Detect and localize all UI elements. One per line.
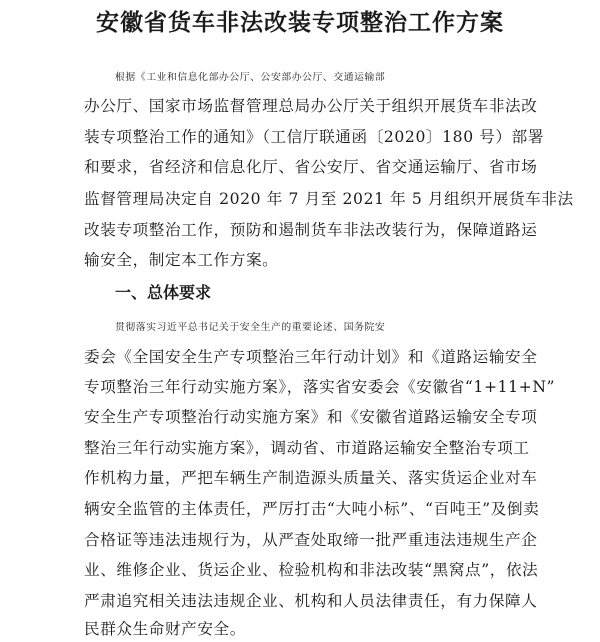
- body-line: 严肃追究相关违法违规企业、机构和人员法律责任，有力保障人: [84, 592, 538, 610]
- body-line: 辆安全监管的主体责任，严厉打击“大吨小标”、“百吨王”及倒卖: [84, 500, 540, 518]
- body-line: 民群众生命财产安全。: [84, 620, 246, 638]
- body-line: 整治三年行动实施方案》，调动省、市道路运输安全整治专项工: [84, 439, 530, 457]
- document-title: 安徽省货车非法改装专项整治工作方案: [96, 9, 504, 36]
- intro-line: 和要求，省经济和信息化厅、省公安厅、省交通运输厅、省市场: [84, 158, 538, 176]
- body-line: 作机构力量，严把车辆生产制造源头质量关、落实货运企业对车: [84, 469, 538, 487]
- intro-line: 装专项整治工作的通知》（工信厅联通函〔2020〕180 号）部署: [84, 128, 545, 146]
- body-line: 贯彻落实习近平总书记关于安全生产的重要论述、国务院安: [115, 322, 386, 333]
- body-line: 安全生产专项整治行动实施方案》和《安徽省道路运输安全专项: [84, 408, 538, 426]
- intro-line: 根据《工业和信息化部办公厅、公安部办公厅、交通运输部: [115, 72, 386, 83]
- body-line: 专项整治三年行动实施方案》，落实省安委会《安徽省“1+11+N”: [84, 378, 556, 396]
- body-line: 业、维修企业、货运企业、检验机构和非法改装“黑窝点”，依法: [84, 561, 539, 579]
- intro-line: 监督管理局决定自 2020 年 7 月至 2021 年 5 月组织开展货车非法: [84, 190, 574, 208]
- intro-line: 输安全，制定本工作方案。: [84, 251, 279, 269]
- section-heading: 一、总体要求: [115, 283, 212, 302]
- body-line: 合格证等违法违规行为，从严查处取缔一批严重违法违规生产企: [84, 531, 538, 549]
- intro-line: 改装专项整治工作，预防和遏制货车非法改装行为，保障道路运: [84, 221, 538, 239]
- body-line: 委会《全国安全生产专项整治三年行动计划》和《道路运输安全: [84, 348, 538, 366]
- intro-line: 办公厅、国家市场监督管理总局办公厅关于组织开展货车非法改: [84, 97, 538, 115]
